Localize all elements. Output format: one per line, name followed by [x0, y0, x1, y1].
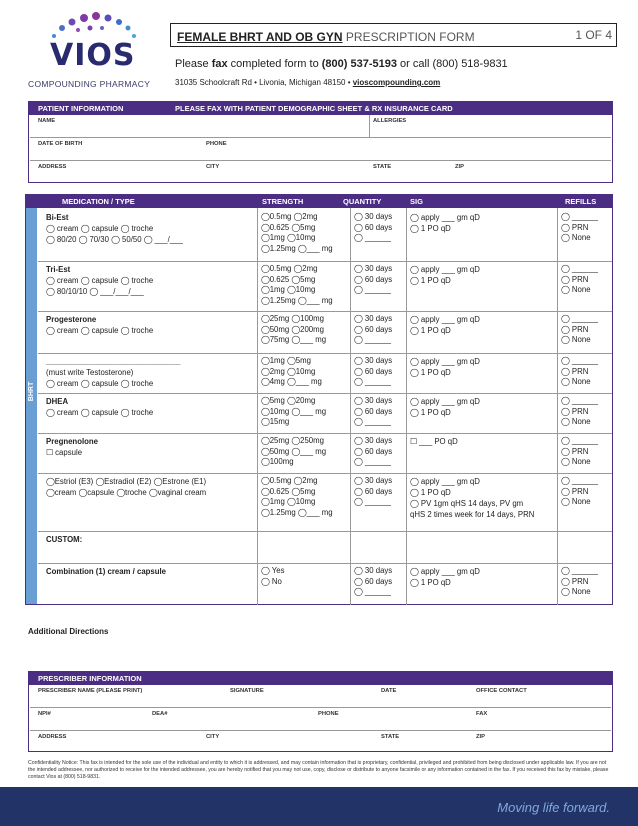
row-1-sig-line-1[interactable]: ◯ 1 PO qD — [410, 276, 451, 285]
row-2-med-line-0: Progesterone — [46, 315, 97, 324]
row-3-ref-line-1[interactable]: ◯ PRN — [561, 366, 589, 376]
row-0-med — [46, 212, 183, 245]
row-0-str-line-1[interactable]: ◯0.625 ◯5mg — [261, 222, 316, 232]
row-8-sig-line-1[interactable]: ◯ 1 PO qD — [410, 578, 451, 587]
row-4-qty — [354, 396, 392, 428]
row-0-med-line-0: Bi-Est — [46, 213, 69, 222]
row-0-str — [261, 212, 333, 254]
row-2-str-line-0[interactable]: ◯25mg ◯100mg — [261, 314, 324, 323]
row-3-qty-line-0[interactable]: ◯ 30 days — [354, 356, 393, 365]
row-5-ref-line-2[interactable]: ◯ None — [561, 457, 591, 466]
row-divider — [38, 311, 612, 312]
row-8-med-line-0: Combination (1) cream / capsule — [46, 567, 167, 576]
row-4-ref — [561, 396, 598, 428]
prescriber-name-field[interactable]: PRESCRIBER NAME (PLEASE PRINT) — [38, 688, 143, 694]
row-1-med-line-2[interactable]: ◯ 80/10/10 ◯ ___/___/___ — [46, 287, 144, 296]
row-4-med — [46, 396, 153, 418]
patient-phone-field[interactable]: PHONE — [206, 141, 227, 147]
row-2-qty-line-2[interactable]: ◯ ______ — [354, 335, 391, 344]
row-0-med-line-1[interactable]: ◯ cream ◯ capsule ◯ troche — [46, 224, 154, 233]
row-8-ref — [561, 566, 598, 598]
row-6-qty-line-2[interactable]: ◯ ______ — [354, 497, 391, 506]
row-2-ref — [561, 314, 598, 346]
row-2-med-line-1[interactable]: ◯ cream ◯ capsule ◯ troche — [46, 326, 154, 335]
form-title: FEMALE BHRT AND OB GYN PRESCRIPTION FORM — [177, 30, 475, 44]
row-2-sig-line-1[interactable]: ◯ 1 PO qD — [410, 326, 451, 335]
row-8-ref-line-2[interactable]: ◯ None — [561, 587, 591, 596]
row-3-str — [261, 356, 322, 388]
row-7-med — [46, 534, 82, 545]
patient-info-box — [28, 115, 613, 183]
dob-field[interactable]: DATE OF BIRTH — [38, 141, 83, 147]
logo-subtitle: COMPOUNDING PHARMACY — [28, 79, 151, 89]
row-divider — [38, 473, 612, 474]
row-2-ref-line-1[interactable]: ◯ PRN — [561, 324, 589, 334]
prescriber-info-header: PRESCRIBER INFORMATION — [28, 671, 613, 685]
row-2-ref-line-0[interactable]: ◯ ______ — [561, 314, 598, 323]
row-5-sig-line-0[interactable]: ☐ ___ PO qD — [410, 437, 458, 446]
row-divider — [38, 393, 612, 394]
prescriber-state-field[interactable]: STATE — [381, 734, 400, 740]
row-3-sig-line-0[interactable]: ◯ apply ___ gm qD — [410, 357, 480, 366]
row-6-sig-line-3: qHS 2 times week for 14 days, PRN — [410, 510, 535, 519]
row-6-str — [261, 476, 333, 518]
patient-info-header: PATIENT INFORMATION PLEASE FAX WITH PATIENT DEMOGRAPHIC SHEET & RX INSURANCE CARD — [28, 101, 613, 115]
row-8-qty-line-0[interactable]: ◯ 30 days — [354, 566, 393, 575]
date-field[interactable]: DATE — [381, 688, 397, 694]
row-5-qty-line-0[interactable]: ◯ 30 days — [354, 436, 393, 445]
row-1-ref-line-0[interactable]: ◯ ______ — [561, 264, 598, 273]
row-1-ref — [561, 264, 598, 296]
row-5-ref-line-0[interactable]: ◯ ______ — [561, 436, 598, 445]
row-6-ref-line-2[interactable]: ◯ None — [561, 497, 591, 506]
row-8-sig-line-0[interactable]: ◯ apply ___ gm qD — [410, 567, 480, 576]
row-4-str-line-0[interactable]: ◯5mg ◯20mg — [261, 396, 316, 405]
office-contact-field[interactable]: OFFICE CONTACT — [476, 688, 527, 694]
row-5-str-line-2[interactable]: ◯100mg — [261, 457, 294, 466]
row-0-ref-line-2[interactable]: ◯ None — [561, 233, 591, 242]
prescriber-phone-field[interactable]: PHONE — [318, 711, 339, 717]
row-3-qty-line-2[interactable]: ◯ ______ — [354, 377, 391, 386]
row-6-med-line-1[interactable]: ◯cream ◯capsule ◯troche ◯vaginal cream — [46, 488, 207, 497]
logo-wordmark: VIOS — [50, 38, 136, 73]
row-6-sig — [410, 476, 534, 520]
row-2-qty — [354, 314, 392, 346]
row-4-str-line-2[interactable]: ◯15mg — [261, 417, 290, 426]
prescriber-city-field[interactable]: CITY — [206, 734, 220, 740]
row-4-ref-line-2[interactable]: ◯ None — [561, 417, 591, 426]
row-6-ref-line-0[interactable]: ◯ ______ — [561, 476, 598, 485]
row-divider — [38, 353, 612, 354]
row-3-med — [46, 356, 180, 389]
bhrt-sidebar: BHRT — [25, 208, 37, 605]
row-6-qty-line-0[interactable]: ◯ 30 days — [354, 476, 393, 485]
row-8-qty-line-2[interactable]: ◯ ______ — [354, 587, 391, 596]
row-3-str-line-2[interactable]: ◯4mg ◯___ mg — [261, 377, 322, 386]
row-8-qty — [354, 566, 392, 598]
row-5-ref — [561, 436, 598, 468]
row-3-sig-line-1[interactable]: ◯ 1 PO qD — [410, 368, 451, 377]
row-4-qty-line-1[interactable]: ◯ 60 days — [354, 406, 393, 416]
row-6-sig-line-0[interactable]: ◯ apply ___ gm qD — [410, 477, 480, 486]
row-6-qty-line-1[interactable]: ◯ 60 days — [354, 486, 393, 496]
row-1-str — [261, 264, 333, 306]
row-1-sig — [410, 264, 480, 286]
row-4-sig — [410, 396, 480, 418]
row-5-sig — [410, 436, 458, 447]
row-0-ref-line-1[interactable]: ◯ PRN — [561, 222, 589, 232]
row-divider — [38, 563, 612, 564]
row-1-med — [46, 264, 153, 297]
row-0-ref — [561, 212, 598, 244]
row-5-med — [46, 436, 98, 458]
row-3-str-line-0[interactable]: ◯1mg ◯5mg — [261, 356, 311, 365]
row-1-str-line-1[interactable]: ◯0.625 ◯5mg — [261, 274, 316, 284]
row-4-sig-line-0[interactable]: ◯ apply ___ gm qD — [410, 397, 480, 406]
form-title-box — [170, 23, 617, 47]
row-0-str-line-2[interactable]: ◯1mg ◯10mg — [261, 233, 316, 242]
row-8-ref-line-1[interactable]: ◯ PRN — [561, 576, 589, 586]
row-4-sig-line-1[interactable]: ◯ 1 PO qD — [410, 408, 451, 417]
row-0-med-line-2[interactable]: ◯ 80/20 ◯ 70/30 ◯ 50/50 ◯ ___/___ — [46, 235, 183, 244]
row-0-ref-line-0[interactable]: ◯ ______ — [561, 212, 598, 221]
patient-state-field[interactable]: STATE — [373, 164, 392, 170]
patient-address-field[interactable]: ADDRESS — [38, 164, 67, 170]
row-6-qty — [354, 476, 392, 508]
row-0-sig — [410, 212, 480, 234]
row-5-qty-line-1[interactable]: ◯ 60 days — [354, 446, 393, 456]
row-0-qty-line-0[interactable]: ◯ 30 days — [354, 212, 393, 221]
row-4-med-line-1[interactable]: ◯ cream ◯ capsule ◯ troche — [46, 408, 154, 417]
row-8-str-line-1[interactable]: ◯ No — [261, 576, 282, 586]
row-3-ref-line-0[interactable]: ◯ ______ — [561, 356, 598, 365]
row-8-qty-line-1[interactable]: ◯ 60 days — [354, 576, 393, 586]
row-1-qty-line-1[interactable]: ◯ 60 days — [354, 274, 393, 284]
row-2-str-line-2[interactable]: ◯75mg ◯___ mg — [261, 335, 327, 344]
row-6-ref-line-1[interactable]: ◯ PRN — [561, 486, 589, 496]
row-5-med-line-1[interactable]: ☐ capsule — [46, 448, 83, 457]
row-2-ref-line-2[interactable]: ◯ None — [561, 335, 591, 344]
row-1-med-line-1[interactable]: ◯ cream ◯ capsule ◯ troche — [46, 276, 154, 285]
row-4-med-line-0: DHEA — [46, 397, 69, 406]
row-3-str-line-1[interactable]: ◯2mg ◯10mg — [261, 366, 316, 376]
row-1-med-line-0: Tri-Est — [46, 265, 71, 274]
row-3-qty — [354, 356, 392, 388]
row-3-med-line-1: (must write Testosterone) — [46, 368, 134, 377]
row-divider — [38, 433, 612, 434]
row-5-med-line-0: Pregnenolone — [46, 437, 98, 446]
prescriber-info-box — [28, 685, 613, 752]
row-1-sig-line-0[interactable]: ◯ apply ___ gm qD — [410, 265, 480, 274]
row-4-qty-line-0[interactable]: ◯ 30 days — [354, 396, 393, 405]
row-0-qty-line-2[interactable]: ◯ ______ — [354, 233, 391, 242]
npi-field[interactable]: NPI# — [38, 711, 51, 717]
row-1-str-line-0[interactable]: ◯0.5mg ◯2mg — [261, 264, 318, 273]
row-0-str-line-0[interactable]: ◯0.5mg ◯2mg — [261, 212, 318, 221]
page-number: 1 OF 4 — [575, 28, 612, 42]
row-3-ref — [561, 356, 598, 388]
row-5-str — [261, 436, 326, 468]
confidentiality-notice: Confidentiality Notice: This fax is intended for the sole use of the individual and entity to which it is addressed, and may contain information that is proprietary, confidential, privileged and prohibited from being disclosed under applicable law. If you are not the intended addressee, nor authorized to receive for the intended addressee, you are hereby notified that you may not use, copy, disclose or distribute to anyone facsimile or any information contained in the fax. If you received this fax by mistake, please contact Vios at (800) 518-9831. — [28, 760, 609, 780]
prescriber-address-field[interactable]: ADDRESS — [38, 734, 67, 740]
medication-table-header: MEDICATION / TYPE STRENGTH QUANTITY SIG REFILLS — [25, 194, 613, 208]
row-1-qty-line-2[interactable]: ◯ ______ — [354, 285, 391, 294]
row-2-qty-line-0[interactable]: ◯ 30 days — [354, 314, 393, 323]
row-5-str-line-0[interactable]: ◯25mg ◯250mg — [261, 436, 324, 445]
patient-zip-field[interactable]: ZIP — [455, 164, 465, 170]
website-link[interactable]: vioscompounding.com — [352, 78, 441, 87]
signature-field[interactable]: SIGNATURE — [230, 688, 264, 694]
row-0-sig-line-1[interactable]: ◯ 1 PO qD — [410, 224, 451, 233]
row-3-sig — [410, 356, 480, 378]
row-divider — [38, 531, 612, 532]
row-2-str-line-1[interactable]: ◯50mg ◯200mg — [261, 324, 324, 334]
row-4-ref-line-1[interactable]: ◯ PRN — [561, 406, 589, 416]
row-6-ref — [561, 476, 598, 508]
row-5-qty-line-2[interactable]: ◯ ______ — [354, 457, 391, 466]
row-1-ref-line-2[interactable]: ◯ None — [561, 285, 591, 294]
row-2-str — [261, 314, 326, 346]
dea-field[interactable]: DEA# — [152, 711, 168, 717]
row-6-med — [46, 476, 206, 498]
row-2-med — [46, 314, 153, 336]
row-8-ref-line-0[interactable]: ◯ ______ — [561, 566, 598, 575]
row-8-str-line-0[interactable]: ◯ Yes — [261, 566, 285, 575]
row-1-ref-line-1[interactable]: ◯ PRN — [561, 274, 589, 284]
row-8-med — [46, 566, 166, 577]
row-0-str-line-3[interactable]: ◯1.25mg ◯___ mg — [261, 243, 333, 253]
row-5-ref-line-1[interactable]: ◯ PRN — [561, 446, 589, 456]
pharmacy-address: 31035 Schoolcraft Rd • Livonia, Michigan 48150 • vioscompounding.com — [175, 78, 441, 87]
tagline: Moving life forward. — [497, 800, 610, 815]
patient-name-field[interactable]: NAME — [38, 118, 56, 124]
row-6-med-line-0[interactable]: ◯Estriol (E3) ◯Estradiol (E2) ◯Estrone (E1) — [46, 477, 207, 486]
prescriber-fax-field[interactable]: FAX — [476, 711, 488, 717]
row-1-qty-line-0[interactable]: ◯ 30 days — [354, 264, 393, 273]
row-6-str-line-1[interactable]: ◯0.625 ◯5mg — [261, 486, 316, 496]
row-0-sig-line-0[interactable]: ◯ apply ___ gm qD — [410, 213, 480, 222]
row-7-med-line-0: CUSTOM: — [46, 535, 83, 544]
row-0-qty-line-1[interactable]: ◯ 60 days — [354, 222, 393, 232]
row-8-str — [261, 566, 284, 587]
row-2-sig — [410, 314, 480, 336]
row-1-str-line-2[interactable]: ◯1mg ◯10mg — [261, 285, 316, 294]
row-5-str-line-1[interactable]: ◯50mg ◯___ mg — [261, 446, 327, 456]
prescriber-zip-field[interactable]: ZIP — [476, 734, 486, 740]
row-4-str-line-1[interactable]: ◯10mg ◯___ mg — [261, 406, 327, 416]
row-3-ref-line-2[interactable]: ◯ None — [561, 377, 591, 386]
row-4-str — [261, 396, 326, 428]
row-6-sig-line-2[interactable]: ◯ PV 1gm qHS 14 days, PV gm — [410, 499, 524, 508]
row-0-qty — [354, 212, 392, 244]
row-1-qty — [354, 264, 392, 296]
row-divider — [38, 261, 612, 262]
allergies-field[interactable]: ALLERGIES — [373, 118, 407, 124]
row-8-sig — [410, 566, 480, 588]
row-1-str-line-3[interactable]: ◯1.25mg ◯___ mg — [261, 295, 333, 305]
row-4-ref-line-0[interactable]: ◯ ______ — [561, 396, 598, 405]
row-2-qty-line-1[interactable]: ◯ 60 days — [354, 324, 393, 334]
row-3-qty-line-1[interactable]: ◯ 60 days — [354, 366, 393, 376]
row-3-med-line-0: _______________________________ — [46, 357, 181, 366]
row-3-med-line-2[interactable]: ◯ cream ◯ capsule ◯ troche — [46, 379, 154, 388]
row-6-sig-line-1[interactable]: ◯ 1 PO qD — [410, 488, 451, 497]
row-4-qty-line-2[interactable]: ◯ ______ — [354, 417, 391, 426]
row-5-qty — [354, 436, 392, 468]
patient-city-field[interactable]: CITY — [206, 164, 220, 170]
additional-directions-label: Additional Directions — [28, 627, 109, 636]
row-2-sig-line-0[interactable]: ◯ apply ___ gm qD — [410, 315, 480, 324]
fax-instructions: Please fax completed form to (800) 537-5193 or call (800) 518-9831 — [175, 58, 508, 70]
row-6-str-line-3[interactable]: ◯1.25mg ◯___ mg — [261, 507, 333, 517]
row-6-str-line-0[interactable]: ◯0.5mg ◯2mg — [261, 476, 318, 485]
row-6-str-line-2[interactable]: ◯1mg ◯10mg — [261, 497, 316, 506]
